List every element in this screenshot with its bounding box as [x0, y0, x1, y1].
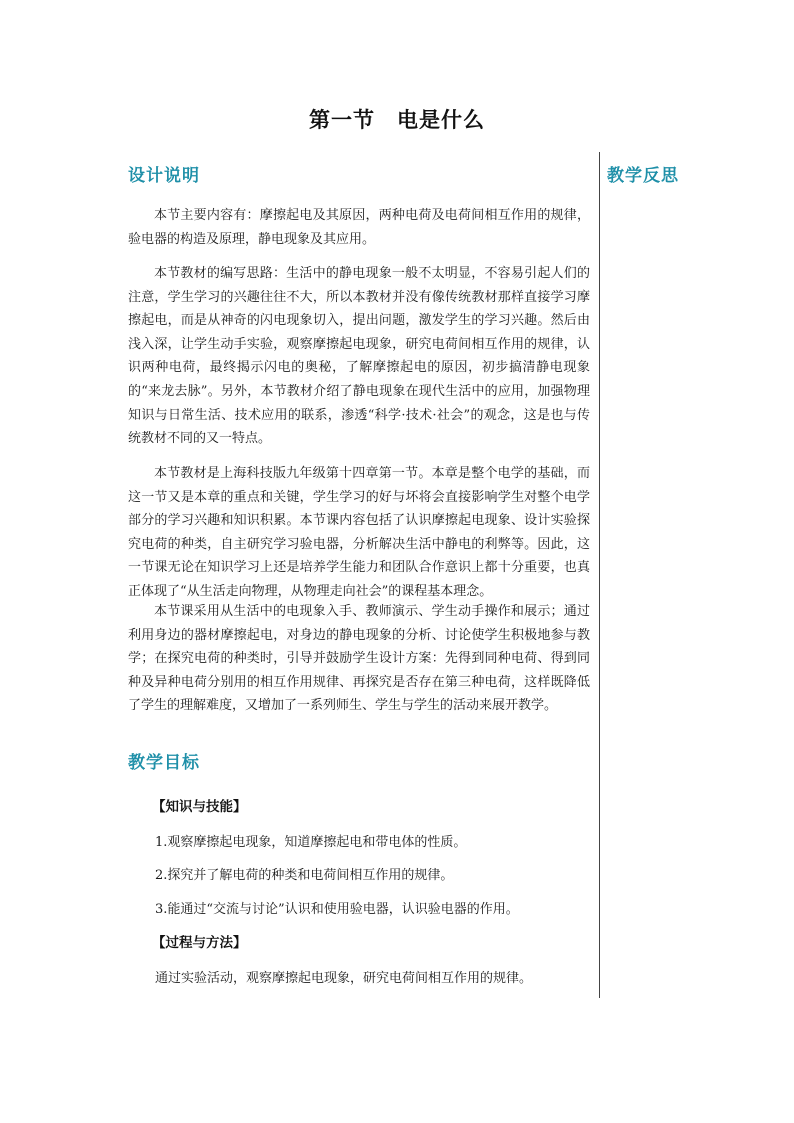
- design-paragraph-1: 本节主要内容有：摩擦起电及其原因，两种电荷及电荷间相互作用的规律，验电器的构造及原理，静电现象及其应用。: [128, 208, 590, 247]
- design-paragraph-3: 本节教材是上海科技版九年级第十四章第一节。本章是整个电学的基础，而这一节又是本章的重点和关键，学生学习的好与坏将会直接影响学生对整个电学部分的学习兴趣和知识积累。本节课内容包括了认识摩擦起电现象、设计实验探究电荷的种类，自主研究学习验电器，分析解决生活中静电的利弊等。因此，这一节课无论在知识学习上还是培养学生能力和团队合作意识上都十分重要，也真正体现了“从生活走向物理，从物理走向社会”的课程基本理念。: [128, 466, 590, 599]
- knowledge-item-2: 2.探究并了解电荷的种类和电荷间相互作用的规律。: [155, 868, 454, 883]
- process-item-1: 通过实验活动，观察摩擦起电现象，研究电荷间相互作用的规律。: [155, 971, 533, 986]
- sidebar-heading: 教学反思: [607, 166, 679, 186]
- column-divider: [599, 152, 600, 998]
- process-subheading: 【过程与方法】: [152, 935, 247, 951]
- knowledge-subheading: 【知识与技能】: [152, 799, 247, 815]
- knowledge-item-1: 1.观察摩擦起电现象，知道摩擦起电和带电体的性质。: [155, 835, 467, 850]
- design-paragraph-4: 本节课采用从生活中的电现象入手、教师演示、学生动手操作和展示；通过利用身边的器材摩擦起电，对身边的静电现象的分析、讨论使学生积极地参与教学；在探究电荷的种类时，引导并鼓励学生设计方案：先得到同种电荷、得到同种及异种电荷分别用的相互作用规律、再探究是否存在第三种电荷，这样既降低了学生的理解难度，又增加了一系列师生、学生与学生的活动来展开教学。: [128, 604, 590, 714]
- objectives-heading: 教学目标: [128, 753, 200, 773]
- knowledge-item-3: 3.能通过“交流与讨论”认识和使用验电器，认识验电器的作用。: [155, 902, 519, 917]
- design-heading: 设计说明: [128, 166, 200, 186]
- design-paragraph-2: 本节教材的编写思路：生活中的静电现象一般不太明显，不容易引起人们的注意，学生学习的兴趣往往不大，所以本教材并没有像传统教材那样直接学习摩擦起电，而是从神奇的闪电现象切入，提出问题，激发学生的学习兴趣。然后由浅入深，让学生动手实验，观察摩擦起电现象，研究电荷间相互作用的规律，认识两种电荷，最终揭示闪电的奥秘，了解摩擦起电的原因，初步搞清静电现象的“来龙去脉”。另外，本节教材介绍了静电现象在现代生活中的应用，加强物理知识与日常生活、技术应用的联系，渗透“科学·技术·社会”的观念，这是也与传统教材不同的又一特点。: [128, 266, 590, 447]
- page-title: 第一节 电是什么: [309, 107, 485, 132]
